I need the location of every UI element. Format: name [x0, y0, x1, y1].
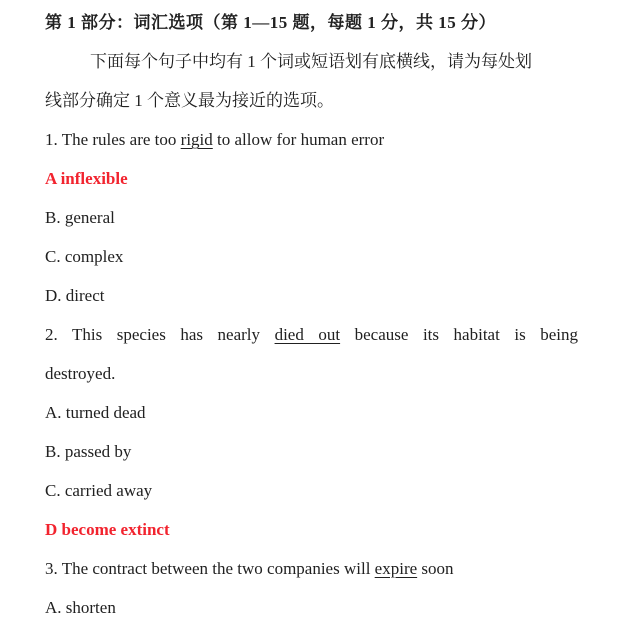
question-3-stem-post: soon — [417, 559, 454, 578]
section-title: 第 1 部分：词汇选项（第 1—15 题，每题 1 分，共 15 分） — [45, 13, 496, 32]
question-3-option-a: A. shorten — [45, 598, 116, 617]
question-1-stem-pre: 1. The rules are too — [45, 130, 181, 149]
instructions-line-2: 线部分确定 1 个意义最为接近的选项。 — [45, 91, 334, 110]
question-1-stem-post: to allow for human error — [212, 130, 385, 149]
instructions-line-1: 下面每个句子中均有 1 个词或短语划有底横线，请为每处划 — [90, 52, 532, 71]
question-1-option-a-answer: A inflexible — [45, 169, 128, 188]
question-2-option-c: C. carried away — [45, 481, 153, 500]
question-2-stem-line-1 — [45, 315, 578, 354]
question-2-option-b: B. passed by — [45, 442, 132, 461]
question-3-stem-pre: 3. The contract between the two companies will — [45, 559, 375, 578]
question-3-stem — [45, 549, 578, 588]
question-1-option-b: B. general — [45, 208, 115, 227]
question-2-stem-line-2: destroyed. — [45, 364, 116, 383]
question-1-option-c: C. complex — [45, 247, 124, 266]
question-2-stem-post: because its habitat is being — [340, 325, 578, 344]
question-1-stem — [45, 120, 578, 159]
question-1-option-d: D. direct — [45, 286, 105, 305]
question-2-option-d-answer: D become extinct — [45, 520, 170, 539]
question-2-stem-pre: 2. This species has nearly — [45, 325, 275, 344]
exam-document — [45, 3, 578, 627]
question-1-underlined-word: rigid — [180, 130, 213, 149]
question-2-option-a: A. turned dead — [45, 403, 146, 422]
question-2-underlined-phrase: died out — [274, 325, 341, 344]
question-3-underlined-word: expire — [374, 559, 418, 578]
